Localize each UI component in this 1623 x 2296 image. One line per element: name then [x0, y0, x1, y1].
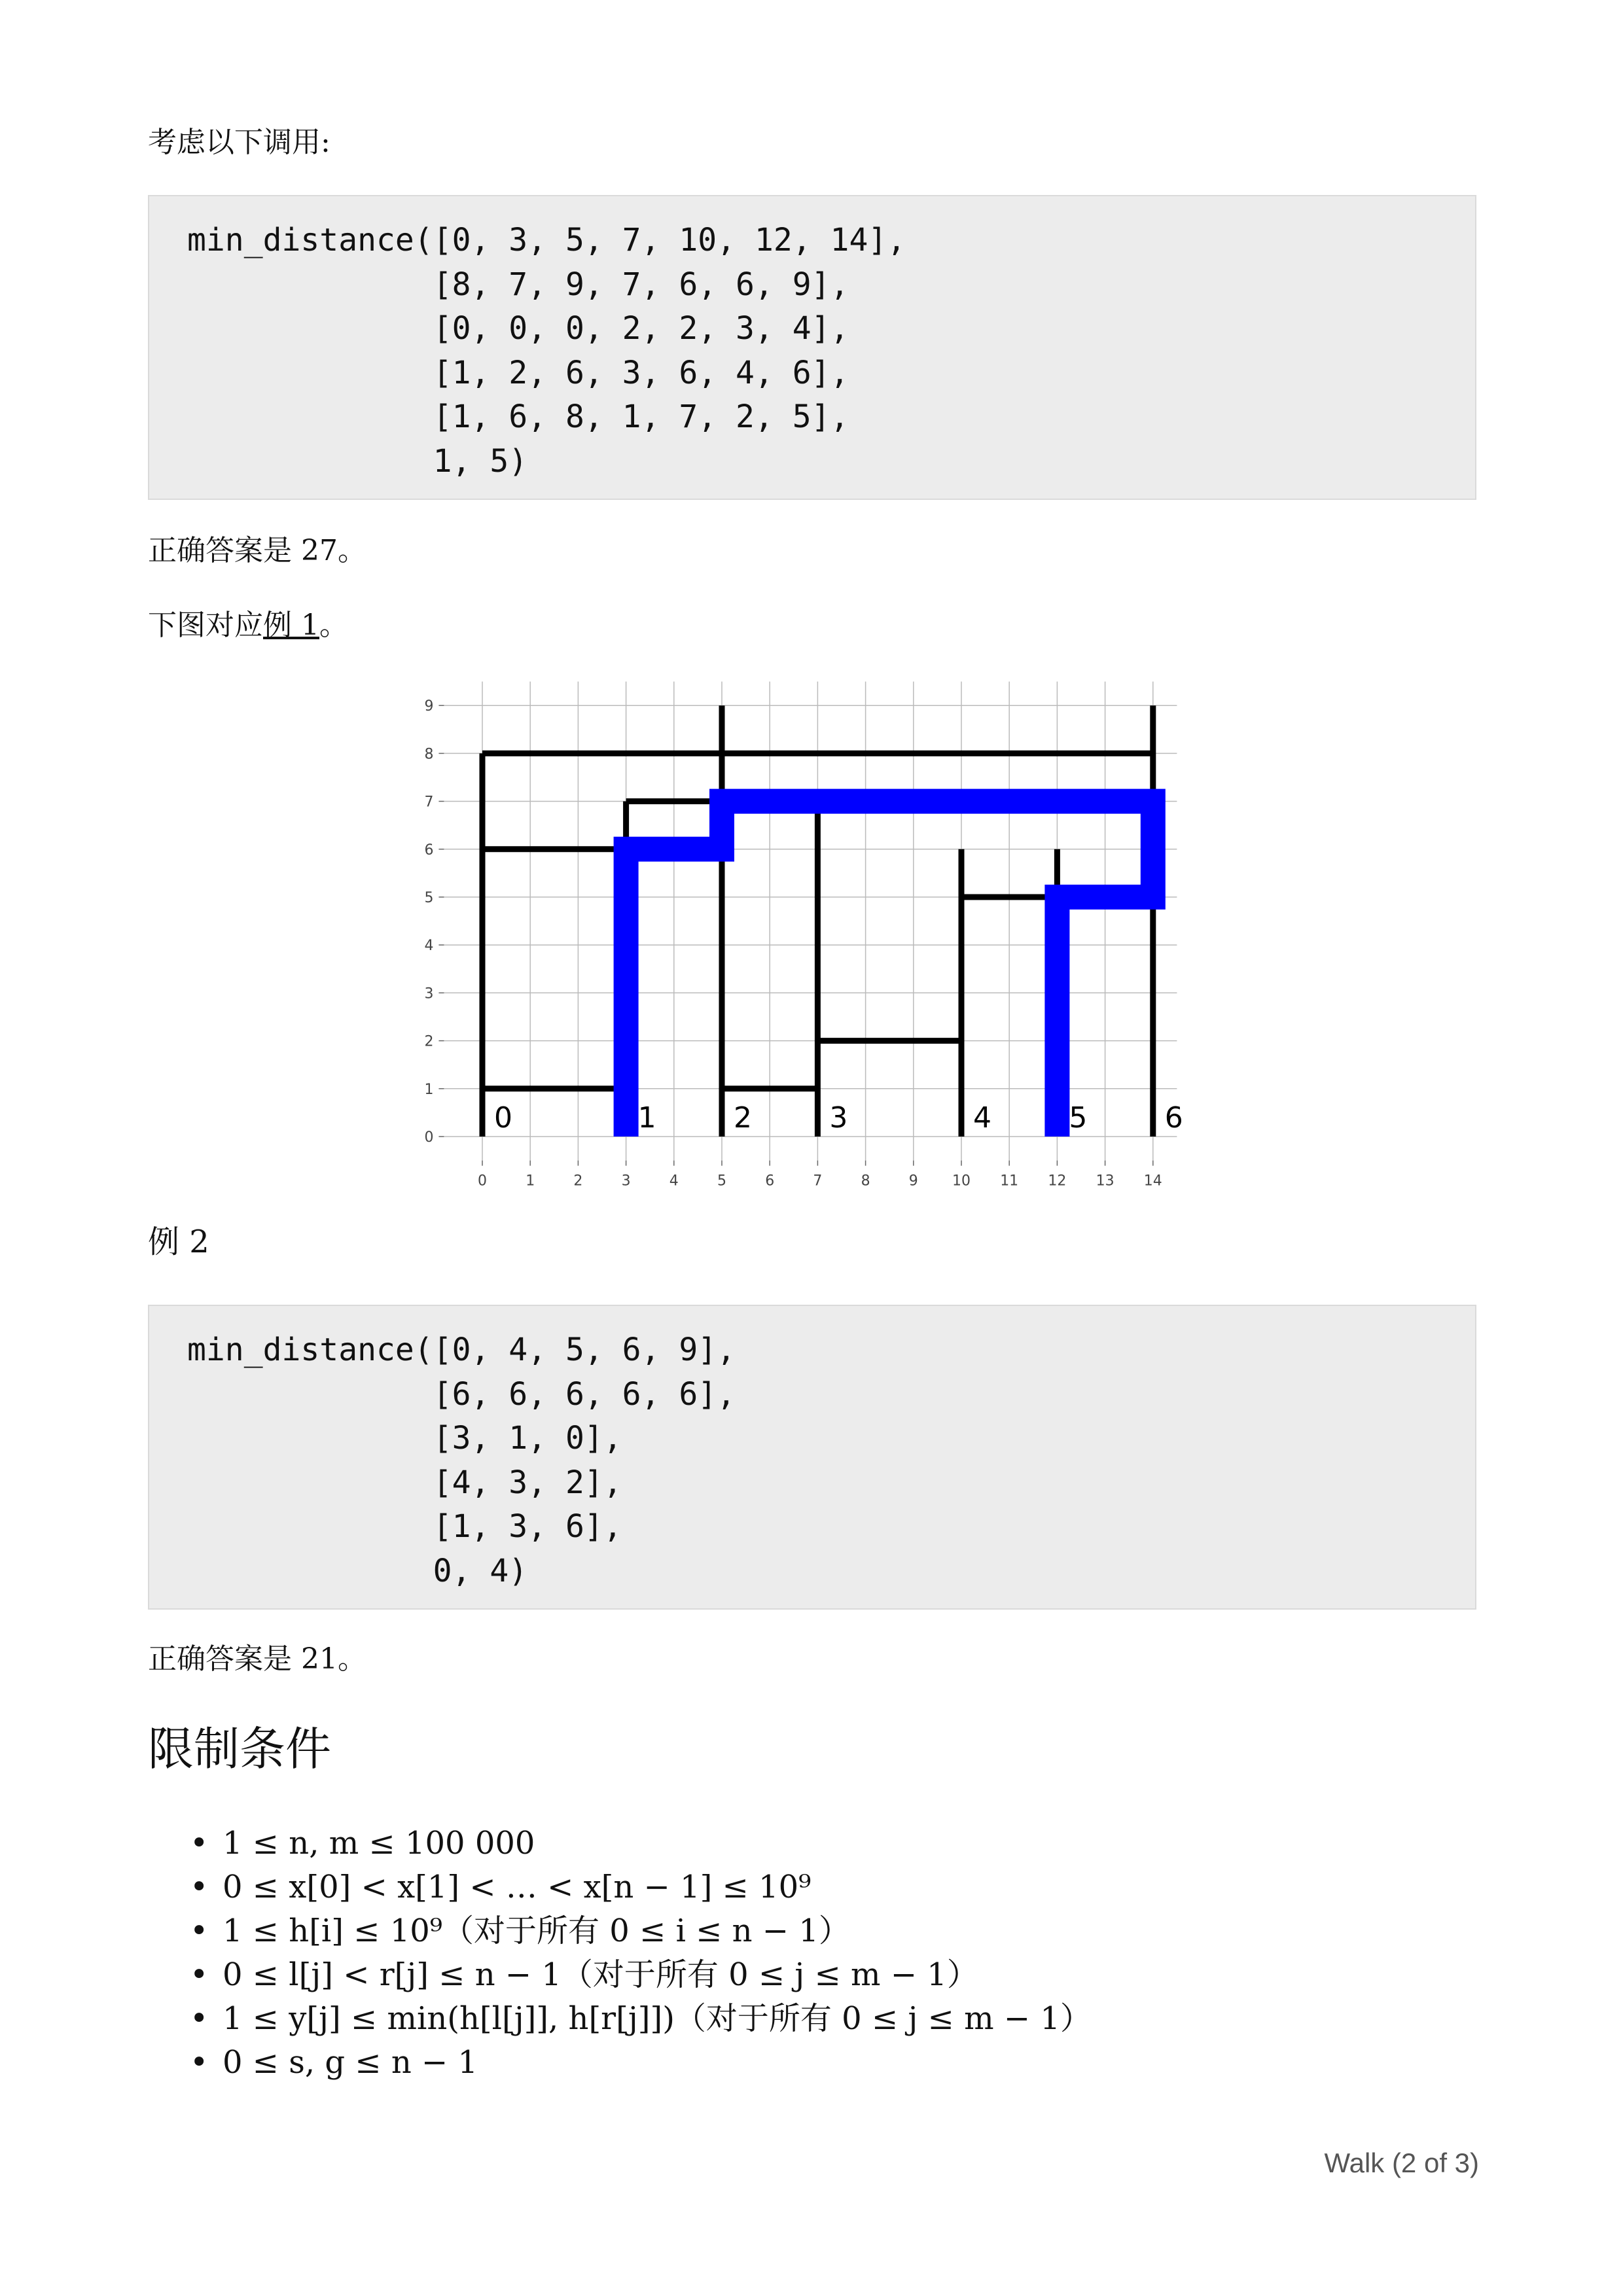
- building-labels: [494, 1101, 1183, 1135]
- building-label: 0: [494, 1101, 512, 1135]
- x-tick-label: 13: [1096, 1173, 1115, 1190]
- y-tick-label: 6: [424, 841, 434, 858]
- skywalk-diagram: [425, 674, 1198, 1204]
- building-label: 4: [973, 1101, 991, 1135]
- x-tick-label: 11: [1000, 1173, 1019, 1190]
- bullet-icon: •: [190, 2044, 209, 2081]
- bullet-icon: •: [190, 1913, 209, 1949]
- building-label: 2: [734, 1101, 752, 1135]
- figure-caption: 下图对应例 1。: [148, 609, 348, 642]
- x-tick-label: 7: [813, 1173, 823, 1190]
- code-listing: min_distance([0, 4, 5, 6, 9], [6, 6, 6, 6, 6], [3, 1, 0], [4, 3, 2], [1, 3, 6], 0, 4): [187, 1332, 736, 1589]
- x-tick-label: 14: [1143, 1173, 1162, 1190]
- page-footer: Walk (2 of 3): [1324, 2147, 1479, 2178]
- x-tick-label: 9: [908, 1173, 918, 1190]
- building-label: 5: [1069, 1101, 1088, 1135]
- intro-text: 考虑以下调用:: [148, 126, 330, 159]
- building-label: 3: [829, 1101, 848, 1135]
- constraint-item: • 0 ≤ s, g ≤ n − 1: [190, 2041, 1092, 2085]
- shortest-path: [626, 802, 1153, 1137]
- answer-example-2: 正确答案是 21。: [148, 1642, 366, 1676]
- y-tick-label: 3: [424, 985, 434, 1002]
- answer-value: 27: [301, 534, 338, 567]
- answer-value: 21: [301, 1642, 338, 1676]
- constraints-list: [190, 1822, 1092, 2085]
- y-tick-label: 8: [424, 746, 434, 763]
- example-1-link[interactable]: 例 1: [263, 609, 319, 642]
- x-tick-label: 12: [1048, 1173, 1067, 1190]
- bullet-icon: •: [190, 1869, 209, 1905]
- constraint-item: • 1 ≤ y[j] ≤ min(h[l[j]], h[r[j]])（对于所有 0 ≤ j ≤ m − 1）: [190, 1997, 1092, 2041]
- x-tick-label: 1: [526, 1173, 535, 1190]
- y-tick-label: 0: [424, 1129, 434, 1146]
- constraint-item: • 0 ≤ x[0] < x[1] < … < x[n − 1] ≤ 10⁹: [190, 1865, 1092, 1909]
- y-tick-label: 4: [424, 938, 434, 955]
- bullet-icon: •: [190, 1956, 209, 1993]
- example-2-heading: 例 2: [148, 1224, 209, 1260]
- constraint-item: • 1 ≤ n, m ≤ 100 000: [190, 1822, 1092, 1865]
- building-label: 6: [1164, 1101, 1183, 1135]
- bullet-icon: •: [190, 1825, 209, 1862]
- y-tick-label: 1: [424, 1081, 434, 1098]
- code-block-example-1: [148, 195, 1476, 500]
- answer-example-1: 正确答案是 27。: [148, 534, 366, 567]
- x-tick-label: 4: [669, 1173, 679, 1190]
- y-tick-label: 9: [424, 698, 434, 715]
- bullet-icon: •: [190, 2000, 209, 2037]
- constraints-heading: 限制条件: [148, 1722, 331, 1776]
- code-block-example-2: [148, 1305, 1476, 1610]
- x-tick-label: 5: [717, 1173, 726, 1190]
- x-tick-label: 0: [478, 1173, 487, 1190]
- x-tick-label: 8: [861, 1173, 870, 1190]
- x-tick-label: 10: [952, 1173, 971, 1190]
- constraint-item: • 1 ≤ h[i] ≤ 10⁹（对于所有 0 ≤ i ≤ n − 1）: [190, 1909, 1092, 1953]
- y-tick-label: 5: [424, 890, 434, 906]
- code-listing: min_distance([0, 3, 5, 7, 10, 12, 14], [8, 7, 9, 7, 6, 6, 9], [0, 0, 0, 2, 2, 3, 4], [1, 2, 6, 3, 6, 4, 6], [1, 6, 8, 1, 7, 2, 5], 1, 5): [187, 222, 906, 480]
- y-tick-label: 2: [424, 1033, 434, 1050]
- y-tick-label: 7: [424, 794, 434, 811]
- constraint-item: • 0 ≤ l[j] < r[j] ≤ n − 1（对于所有 0 ≤ j ≤ m − 1）: [190, 1953, 1092, 1997]
- x-tick-label: 3: [621, 1173, 631, 1190]
- x-tick-label: 2: [573, 1173, 583, 1190]
- shortest-path-line: [626, 802, 1153, 1137]
- x-tick-label: 6: [765, 1173, 775, 1190]
- building-label: 1: [637, 1101, 656, 1135]
